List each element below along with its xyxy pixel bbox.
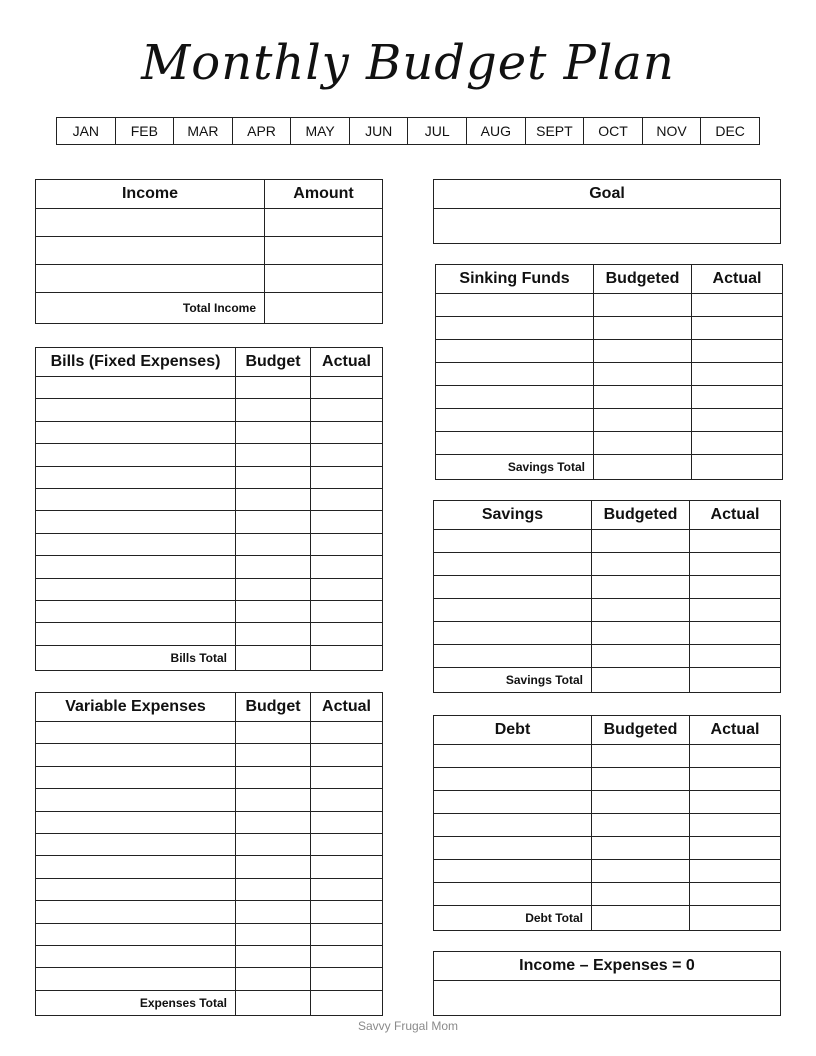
debt-cell-2[interactable] — [592, 883, 690, 906]
sinking-cell-1[interactable] — [436, 432, 594, 455]
debt-header-2: Budgeted — [592, 716, 690, 745]
table-row — [36, 209, 383, 237]
bills-cell-1[interactable] — [36, 377, 236, 399]
bills-cell-3[interactable] — [311, 444, 383, 466]
savings-cell-3[interactable] — [690, 622, 781, 645]
month-jan[interactable]: JAN — [57, 118, 116, 144]
sinking-cell-2[interactable] — [594, 294, 692, 317]
table-row — [434, 622, 781, 645]
income-cell-2[interactable] — [265, 209, 383, 237]
month-nov[interactable]: NOV — [643, 118, 702, 144]
month-may[interactable]: MAY — [291, 118, 350, 144]
sinking-cell-3[interactable] — [692, 432, 783, 455]
debt-cell-3[interactable] — [690, 745, 781, 768]
savings-cell-2[interactable] — [592, 599, 690, 622]
bills-cell-1[interactable] — [36, 511, 236, 533]
income-total-row — [36, 293, 383, 324]
savings-header-1: Savings — [434, 501, 592, 530]
variable-cell-2[interactable] — [236, 766, 311, 788]
income-cell-1[interactable] — [36, 209, 265, 237]
variable-cell-1[interactable] — [36, 811, 236, 833]
income-total-label: Total Income — [36, 293, 265, 324]
goal-table — [433, 179, 781, 244]
income-header-2: Amount — [265, 180, 383, 209]
debt-cell-1[interactable] — [434, 814, 592, 837]
table-row — [36, 722, 383, 744]
debt-header-3: Actual — [690, 716, 781, 745]
table-row — [36, 968, 383, 990]
variable-cell-2[interactable] — [236, 789, 311, 811]
debt-cell-2[interactable] — [592, 768, 690, 791]
sinking-cell-3[interactable] — [692, 409, 783, 432]
savings-total-cell-1[interactable] — [592, 668, 690, 693]
sinking-cell-2[interactable] — [594, 317, 692, 340]
variable-cell-3[interactable] — [311, 744, 383, 766]
bills-header-3: Actual — [311, 348, 383, 377]
bills-cell-2[interactable] — [236, 533, 311, 555]
sinking-total-row — [436, 455, 783, 480]
savings-cell-2[interactable] — [592, 645, 690, 668]
savings-table — [433, 500, 781, 693]
table-row — [436, 432, 783, 455]
table-row — [436, 386, 783, 409]
table-row — [36, 744, 383, 766]
income-header-1: Income — [36, 180, 265, 209]
bills-total-cell-2[interactable] — [311, 645, 383, 670]
variable-cell-2[interactable] — [236, 901, 311, 923]
footer-brand: Savvy Frugal Mom — [357, 1019, 459, 1033]
sinking-header-2: Budgeted — [594, 265, 692, 294]
bills-cell-3[interactable] — [311, 623, 383, 645]
bills-cell-3[interactable] — [311, 556, 383, 578]
table-row — [434, 883, 781, 906]
sinking-cell-1[interactable] — [436, 340, 594, 363]
sinking-cell-1[interactable] — [436, 409, 594, 432]
sinking-cell-1[interactable] — [436, 294, 594, 317]
table-row — [36, 399, 383, 421]
sinking-cell-2[interactable] — [594, 340, 692, 363]
sinking-cell-1[interactable] — [436, 317, 594, 340]
table-row — [36, 444, 383, 466]
table-row — [434, 530, 781, 553]
sinking-header-1: Sinking Funds — [436, 265, 594, 294]
table-row — [36, 533, 383, 555]
debt-cell-1[interactable] — [434, 745, 592, 768]
debt-cell-1[interactable] — [434, 860, 592, 883]
savings-total-cell-2[interactable] — [690, 668, 781, 693]
savings-cell-3[interactable] — [690, 530, 781, 553]
equation-entry-cell[interactable] — [434, 981, 781, 1016]
variable-cell-2[interactable] — [236, 833, 311, 855]
income-table — [35, 179, 383, 324]
sinking-cell-2[interactable] — [594, 432, 692, 455]
variable-cell-3[interactable] — [311, 856, 383, 878]
bills-header-1: Bills (Fixed Expenses) — [36, 348, 236, 377]
variable-header-1: Variable Expenses — [36, 693, 236, 722]
variable-cell-3[interactable] — [311, 811, 383, 833]
variable-expenses-table — [35, 692, 383, 1016]
variable-cell-2[interactable] — [236, 744, 311, 766]
variable-cell-1[interactable] — [36, 722, 236, 744]
income-total-cell-1[interactable] — [265, 293, 383, 324]
bills-cell-3[interactable] — [311, 511, 383, 533]
table-row — [36, 466, 383, 488]
variable-cell-3[interactable] — [311, 833, 383, 855]
variable-cell-3[interactable] — [311, 923, 383, 945]
income-cell-2[interactable] — [265, 237, 383, 265]
bills-cell-1[interactable] — [36, 399, 236, 421]
month-jun[interactable]: JUN — [350, 118, 409, 144]
sinking-cell-3[interactable] — [692, 363, 783, 386]
table-row — [436, 340, 783, 363]
sinking-total-label: Savings Total — [436, 455, 594, 480]
table-row — [36, 600, 383, 622]
month-aug[interactable]: AUG — [467, 118, 526, 144]
variable-cell-3[interactable] — [311, 901, 383, 923]
variable-total-cell-1[interactable] — [236, 990, 311, 1015]
savings-cell-3[interactable] — [690, 553, 781, 576]
bills-total-cell-1[interactable] — [236, 645, 311, 670]
variable-total-cell-2[interactable] — [311, 990, 383, 1015]
savings-header-3: Actual — [690, 501, 781, 530]
debt-cell-3[interactable] — [690, 837, 781, 860]
bills-cell-3[interactable] — [311, 533, 383, 555]
debt-header-1: Debt — [434, 716, 592, 745]
sinking-cell-2[interactable] — [594, 363, 692, 386]
debt-cell-2[interactable] — [592, 791, 690, 814]
savings-cell-1[interactable] — [434, 553, 592, 576]
savings-cell-2[interactable] — [592, 530, 690, 553]
table-row — [434, 814, 781, 837]
savings-cell-1[interactable] — [434, 530, 592, 553]
variable-cell-1[interactable] — [36, 766, 236, 788]
sinking-cell-3[interactable] — [692, 386, 783, 409]
month-mar[interactable]: MAR — [174, 118, 233, 144]
month-apr[interactable]: APR — [233, 118, 292, 144]
savings-total-row — [434, 668, 781, 693]
variable-header-2: Budget — [236, 693, 311, 722]
debt-cell-2[interactable] — [592, 837, 690, 860]
goal-entry-cell[interactable] — [434, 209, 781, 244]
variable-cell-3[interactable] — [311, 878, 383, 900]
sinking-total-cell-1[interactable] — [594, 455, 692, 480]
debt-total-cell-2[interactable] — [690, 906, 781, 931]
month-oct[interactable]: OCT — [584, 118, 643, 144]
table-row — [434, 768, 781, 791]
variable-header-3: Actual — [311, 693, 383, 722]
income-cell-2[interactable] — [265, 265, 383, 293]
bills-cell-2[interactable] — [236, 556, 311, 578]
savings-total-label: Savings Total — [434, 668, 592, 693]
variable-cell-1[interactable] — [36, 945, 236, 967]
sinking-cell-2[interactable] — [594, 409, 692, 432]
goal-header-1: Goal — [434, 180, 781, 209]
variable-total-row — [36, 990, 383, 1015]
table-row — [36, 265, 383, 293]
table-row — [436, 409, 783, 432]
table-row — [36, 833, 383, 855]
variable-cell-2[interactable] — [236, 968, 311, 990]
variable-cell-3[interactable] — [311, 789, 383, 811]
savings-cell-3[interactable] — [690, 576, 781, 599]
debt-cell-3[interactable] — [690, 883, 781, 906]
variable-cell-2[interactable] — [236, 811, 311, 833]
sinking-cell-3[interactable] — [692, 317, 783, 340]
debt-cell-3[interactable] — [690, 791, 781, 814]
sinking-header-3: Actual — [692, 265, 783, 294]
bills-header-2: Budget — [236, 348, 311, 377]
bills-cell-3[interactable] — [311, 377, 383, 399]
income-expenses-table — [433, 951, 781, 1016]
table-row — [36, 578, 383, 600]
debt-cell-1[interactable] — [434, 837, 592, 860]
bills-cell-2[interactable] — [236, 466, 311, 488]
bills-cell-2[interactable] — [236, 488, 311, 510]
table-row — [434, 645, 781, 668]
bills-cell-3[interactable] — [311, 466, 383, 488]
variable-cell-2[interactable] — [236, 923, 311, 945]
sinking-cell-1[interactable] — [436, 386, 594, 409]
table-row — [36, 377, 383, 399]
table-row — [36, 421, 383, 443]
debt-cell-1[interactable] — [434, 883, 592, 906]
table-row — [434, 745, 781, 768]
variable-cell-3[interactable] — [311, 945, 383, 967]
debt-cell-3[interactable] — [690, 814, 781, 837]
variable-cell-1[interactable] — [36, 968, 236, 990]
bills-cell-1[interactable] — [36, 556, 236, 578]
table-row — [434, 791, 781, 814]
sinking-funds-table — [435, 264, 783, 480]
income-cell-1[interactable] — [36, 237, 265, 265]
variable-cell-1[interactable] — [36, 923, 236, 945]
variable-cell-2[interactable] — [236, 722, 311, 744]
table-row — [434, 553, 781, 576]
savings-cell-1[interactable] — [434, 576, 592, 599]
equation-header-1: Income – Expenses = 0 — [434, 952, 781, 981]
bills-cell-1[interactable] — [36, 466, 236, 488]
variable-cell-1[interactable] — [36, 789, 236, 811]
savings-cell-1[interactable] — [434, 599, 592, 622]
variable-cell-3[interactable] — [311, 722, 383, 744]
bills-cell-1[interactable] — [36, 533, 236, 555]
bills-cell-1[interactable] — [36, 421, 236, 443]
savings-cell-1[interactable] — [434, 622, 592, 645]
table-row — [436, 363, 783, 386]
debt-cell-2[interactable] — [592, 814, 690, 837]
table-row — [36, 237, 383, 265]
bills-total-row — [36, 645, 383, 670]
variable-cell-3[interactable] — [311, 766, 383, 788]
bills-cell-3[interactable] — [311, 399, 383, 421]
sinking-total-cell-2[interactable] — [692, 455, 783, 480]
savings-cell-2[interactable] — [592, 576, 690, 599]
bills-cell-2[interactable] — [236, 377, 311, 399]
table-row — [434, 209, 781, 244]
bills-cell-2[interactable] — [236, 444, 311, 466]
savings-cell-2[interactable] — [592, 622, 690, 645]
table-row — [36, 878, 383, 900]
debt-table — [433, 715, 781, 931]
table-row — [36, 511, 383, 533]
debt-total-label: Debt Total — [434, 906, 592, 931]
variable-cell-2[interactable] — [236, 856, 311, 878]
table-row — [36, 856, 383, 878]
month-selector — [56, 117, 760, 145]
savings-header-2: Budgeted — [592, 501, 690, 530]
bills-cell-2[interactable] — [236, 578, 311, 600]
variable-cell-3[interactable] — [311, 968, 383, 990]
month-jul[interactable]: JUL — [408, 118, 467, 144]
debt-cell-1[interactable] — [434, 791, 592, 814]
table-row — [434, 860, 781, 883]
bills-cell-3[interactable] — [311, 421, 383, 443]
bills-cell-1[interactable] — [36, 488, 236, 510]
table-row — [36, 945, 383, 967]
table-row — [36, 766, 383, 788]
table-row — [36, 556, 383, 578]
month-feb[interactable]: FEB — [116, 118, 175, 144]
savings-cell-3[interactable] — [690, 645, 781, 668]
debt-total-cell-1[interactable] — [592, 906, 690, 931]
income-cell-1[interactable] — [36, 265, 265, 293]
bills-cell-3[interactable] — [311, 488, 383, 510]
sinking-cell-3[interactable] — [692, 294, 783, 317]
bills-cell-2[interactable] — [236, 399, 311, 421]
month-dec[interactable]: DEC — [715, 123, 745, 139]
bills-cell-2[interactable] — [236, 600, 311, 622]
page-title: Monthly Budget Plan — [141, 35, 675, 91]
bills-cell-3[interactable] — [311, 600, 383, 622]
sinking-cell-1[interactable] — [436, 363, 594, 386]
table-row — [434, 837, 781, 860]
variable-cell-1[interactable] — [36, 856, 236, 878]
table-row — [36, 488, 383, 510]
table-row — [36, 811, 383, 833]
variable-cell-2[interactable] — [236, 945, 311, 967]
bills-cell-2[interactable] — [236, 623, 311, 645]
month-sept[interactable]: SEPT — [526, 118, 585, 144]
savings-cell-2[interactable] — [592, 553, 690, 576]
savings-cell-3[interactable] — [690, 599, 781, 622]
debt-cell-2[interactable] — [592, 745, 690, 768]
savings-cell-1[interactable] — [434, 645, 592, 668]
variable-cell-1[interactable] — [36, 744, 236, 766]
debt-total-row — [434, 906, 781, 931]
debt-cell-3[interactable] — [690, 860, 781, 883]
sinking-cell-3[interactable] — [692, 340, 783, 363]
table-row — [36, 901, 383, 923]
bills-cell-2[interactable] — [236, 511, 311, 533]
table-row — [436, 317, 783, 340]
bills-cell-1[interactable] — [36, 444, 236, 466]
bills-cell-1[interactable] — [36, 623, 236, 645]
variable-cell-2[interactable] — [236, 878, 311, 900]
table-row — [36, 923, 383, 945]
variable-total-label: Expenses Total — [36, 990, 236, 1015]
debt-cell-1[interactable] — [434, 768, 592, 791]
table-row — [434, 599, 781, 622]
debt-cell-2[interactable] — [592, 860, 690, 883]
variable-cell-1[interactable] — [36, 878, 236, 900]
table-row — [36, 623, 383, 645]
bills-cell-3[interactable] — [311, 578, 383, 600]
sinking-cell-2[interactable] — [594, 386, 692, 409]
table-row — [434, 981, 781, 1016]
bills-table — [35, 347, 383, 671]
debt-cell-3[interactable] — [690, 768, 781, 791]
table-row — [436, 294, 783, 317]
variable-cell-1[interactable] — [36, 901, 236, 923]
bills-total-label: Bills Total — [36, 645, 236, 670]
bills-cell-1[interactable] — [36, 578, 236, 600]
bills-cell-2[interactable] — [236, 421, 311, 443]
bills-cell-1[interactable] — [36, 600, 236, 622]
variable-cell-1[interactable] — [36, 833, 236, 855]
table-row — [36, 789, 383, 811]
table-row — [434, 576, 781, 599]
